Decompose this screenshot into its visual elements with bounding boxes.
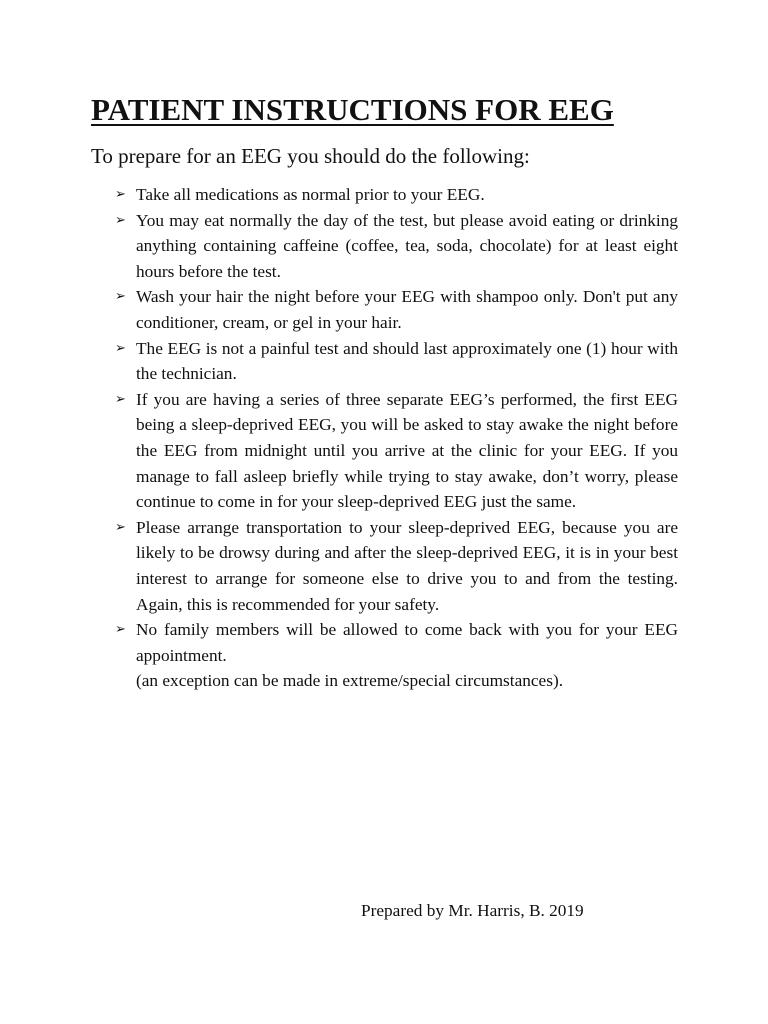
list-item-text: If you are having a series of three separate EEG’s performed, the first EEG being a sleep-deprived EEG, you will be asked to stay awake the night before the EEG from midnight until you arrive at the clinic for your EEG. If you manage to fall asleep briefly while trying to stay awake, don’t worry, please continue to come in for your sleep-deprived EEG just the same.	[136, 389, 678, 512]
list-item-text: You may eat normally the day of the test, but please avoid eating or drinking anything containing caffeine (coffee, tea, soda, chocolate) for at least eight hours before the test.	[136, 210, 678, 281]
list-item	[115, 617, 678, 694]
list-item	[115, 208, 678, 285]
list-item	[115, 336, 678, 387]
list-item-text: Please arrange transportation to your sleep-deprived EEG, because you are likely to be drowsy during and after the sleep-deprived EEG, it is in your best interest to arrange for someone else to drive you to and from the testing. Again, this is recommended for your safety.	[136, 517, 678, 614]
arrow-bullet-icon: ➢	[115, 622, 126, 638]
list-item	[115, 387, 678, 515]
list-item	[115, 515, 678, 617]
arrow-bullet-icon: ➢	[115, 212, 126, 228]
list-item-text: Take all medications as normal prior to your EEG.	[136, 185, 485, 204]
list-item-text: No family members will be allowed to come back with you for your EEG appointment.	[136, 620, 678, 665]
list-item	[115, 182, 678, 208]
instructions-list	[115, 182, 678, 694]
arrow-bullet-icon: ➢	[115, 289, 126, 305]
prepared-by-footer: Prepared by Mr. Harris, B. 2019	[361, 901, 584, 920]
list-item-text: The EEG is not a painful test and should last approximately one (1) hour with the technician.	[136, 338, 678, 384]
arrow-bullet-icon: ➢	[115, 391, 126, 407]
list-item	[115, 284, 678, 335]
list-item-text: Wash your hair the night before your EEG with shampoo only. Don't put any conditioner, cream, or gel in your hair.	[136, 287, 678, 332]
arrow-bullet-icon: ➢	[115, 340, 126, 356]
page-title: PATIENT INSTRUCTIONS FOR EEG	[91, 92, 614, 127]
intro-text: To prepare for an EEG you should do the following:	[91, 144, 530, 168]
arrow-bullet-icon: ➢	[115, 187, 126, 202]
list-item-note: (an exception can be made in extreme/special circumstances).	[136, 671, 564, 691]
arrow-bullet-icon: ➢	[115, 519, 126, 535]
